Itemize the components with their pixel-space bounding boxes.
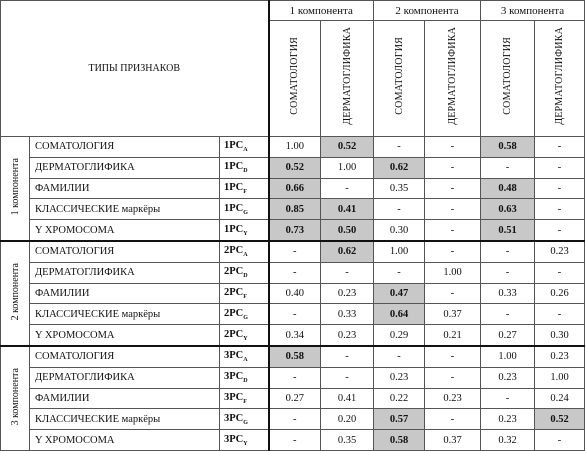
value-cell: 1.00 xyxy=(535,367,585,388)
value-cell: - xyxy=(425,283,481,304)
table-row xyxy=(1,367,585,388)
value-cell: - xyxy=(425,220,481,241)
row-name: ФАМИЛИИ xyxy=(30,388,220,409)
value-cell: 0.85 xyxy=(269,199,321,220)
value-cell: - xyxy=(425,178,481,199)
value-cell: - xyxy=(535,304,585,325)
row-code xyxy=(220,241,269,262)
value-cell: - xyxy=(535,262,585,283)
row-code-text: 2PC xyxy=(224,245,244,257)
table-row xyxy=(1,388,585,409)
types-header-label: ТИПЫ ПРИЗНАКОВ xyxy=(88,63,181,74)
value-cell: 0.52 xyxy=(269,157,321,178)
row-code-text: 2PC xyxy=(224,307,244,319)
value-cell: 0.35 xyxy=(374,178,425,199)
row-code-subscript: D xyxy=(243,168,248,175)
value-cell: 0.58 xyxy=(481,137,535,158)
value-cell: - xyxy=(425,409,481,430)
row-code-subscript: A xyxy=(243,147,248,154)
value-cell: 0.23 xyxy=(321,325,374,346)
component-3-header: 3 компонента xyxy=(481,1,585,21)
value-cell: 0.32 xyxy=(481,430,535,451)
value-cell: 0.52 xyxy=(321,137,374,158)
row-name: КЛАССИЧЕСКИЕ маркёры xyxy=(30,304,220,325)
row-code xyxy=(220,346,269,367)
value-cell: - xyxy=(481,157,535,178)
value-cell: 0.52 xyxy=(535,409,585,430)
row-name: ДЕРМАТОГЛИФИКА xyxy=(30,157,220,178)
value-cell: 0.26 xyxy=(535,283,585,304)
value-cell: - xyxy=(269,367,321,388)
value-cell: 0.33 xyxy=(481,283,535,304)
value-cell: - xyxy=(269,262,321,283)
value-cell: 0.22 xyxy=(374,388,425,409)
subcol-2-header: ДЕРМАТОГЛИФИКА xyxy=(321,21,374,137)
value-cell: 0.48 xyxy=(481,178,535,199)
row-code-text: 2PC xyxy=(224,328,244,340)
value-cell: 0.63 xyxy=(481,199,535,220)
value-cell: 0.51 xyxy=(481,220,535,241)
value-cell: 1.00 xyxy=(321,157,374,178)
value-cell: - xyxy=(374,262,425,283)
row-name: Y ХРОМОСОМА xyxy=(30,430,220,451)
row-code xyxy=(220,430,269,451)
types-header-cell xyxy=(1,1,269,137)
value-cell: - xyxy=(481,262,535,283)
row-code-text: 1PC xyxy=(224,202,244,214)
row-code-text: 1PC xyxy=(224,181,244,193)
row-code xyxy=(220,199,269,220)
value-cell: - xyxy=(425,241,481,262)
value-cell: 0.23 xyxy=(425,388,481,409)
value-cell: - xyxy=(425,367,481,388)
value-cell: 0.23 xyxy=(481,409,535,430)
value-cell: - xyxy=(535,220,585,241)
table-row xyxy=(1,157,585,178)
value-cell: 0.66 xyxy=(269,178,321,199)
value-cell: 0.34 xyxy=(269,325,321,346)
component-2-header: 2 компонента xyxy=(374,1,481,21)
row-code-text: 3PC xyxy=(224,412,244,424)
row-code xyxy=(220,388,269,409)
value-cell: - xyxy=(535,137,585,158)
value-cell: - xyxy=(425,346,481,367)
value-cell: - xyxy=(374,137,425,158)
value-cell: - xyxy=(425,157,481,178)
row-code-text: 2PC xyxy=(224,286,244,298)
group-label: 1 компонента xyxy=(9,158,21,216)
row-code-subscript: G xyxy=(243,314,248,321)
value-cell: - xyxy=(269,409,321,430)
component-1-header: 1 компонента xyxy=(269,1,374,21)
value-cell: - xyxy=(481,241,535,262)
value-cell: 0.24 xyxy=(535,388,585,409)
value-cell: 0.20 xyxy=(321,409,374,430)
row-code xyxy=(220,367,269,388)
row-code xyxy=(220,262,269,283)
value-cell: 0.27 xyxy=(481,325,535,346)
value-cell: 1.00 xyxy=(481,346,535,367)
value-cell: 0.62 xyxy=(374,157,425,178)
table-row xyxy=(1,199,585,220)
table-row xyxy=(1,409,585,430)
value-cell: 0.29 xyxy=(374,325,425,346)
table-body xyxy=(1,137,585,451)
value-cell: - xyxy=(374,199,425,220)
row-code xyxy=(220,157,269,178)
value-cell: 0.41 xyxy=(321,199,374,220)
value-cell: 0.37 xyxy=(425,430,481,451)
group-label-cell xyxy=(1,137,30,241)
value-cell: 0.50 xyxy=(321,220,374,241)
row-code-subscript: D xyxy=(243,378,248,385)
table-row xyxy=(1,283,585,304)
value-cell: 1.00 xyxy=(269,137,321,158)
row-name: СОМАТОЛОГИЯ xyxy=(30,137,220,158)
table-row xyxy=(1,137,585,158)
row-code-text: 2PC xyxy=(224,266,244,278)
row-name: СОМАТОЛОГИЯ xyxy=(30,241,220,262)
row-code xyxy=(220,325,269,346)
value-cell: 0.21 xyxy=(425,325,481,346)
row-code-text: 1PC xyxy=(224,161,244,173)
subcol-5-header: СОМАТОЛОГИЯ xyxy=(481,21,535,137)
row-code-subscript: F xyxy=(243,294,247,301)
value-cell: - xyxy=(321,346,374,367)
value-cell: - xyxy=(374,346,425,367)
value-cell: 0.57 xyxy=(374,409,425,430)
row-code xyxy=(220,220,269,241)
row-code-text: 3PC xyxy=(224,391,244,403)
row-name: ФАМИЛИИ xyxy=(30,283,220,304)
row-code-text: 1PC xyxy=(224,223,244,235)
row-name: КЛАССИЧЕСКИЕ маркёры xyxy=(30,409,220,430)
value-cell: - xyxy=(269,430,321,451)
value-cell: 0.23 xyxy=(374,367,425,388)
row-code xyxy=(220,304,269,325)
value-cell: 0.37 xyxy=(425,304,481,325)
group-label-cell xyxy=(1,346,30,450)
value-cell: 0.30 xyxy=(535,325,585,346)
table-row xyxy=(1,304,585,325)
value-cell: 0.58 xyxy=(374,430,425,451)
row-code-subscript: Y xyxy=(243,335,248,342)
value-cell: 0.23 xyxy=(321,283,374,304)
value-cell: - xyxy=(425,199,481,220)
row-name: Y ХРОМОСОМА xyxy=(30,325,220,346)
value-cell: 0.30 xyxy=(374,220,425,241)
value-cell: - xyxy=(321,367,374,388)
value-cell: 1.00 xyxy=(425,262,481,283)
value-cell: 0.35 xyxy=(321,430,374,451)
value-cell: - xyxy=(535,157,585,178)
value-cell: - xyxy=(535,199,585,220)
row-name: ДЕРМАТОГЛИФИКА xyxy=(30,262,220,283)
table-row xyxy=(1,325,585,346)
row-code xyxy=(220,283,269,304)
value-cell: - xyxy=(269,304,321,325)
value-cell: 0.64 xyxy=(374,304,425,325)
table-row xyxy=(1,241,585,262)
value-cell: 0.40 xyxy=(269,283,321,304)
value-cell: 1.00 xyxy=(374,241,425,262)
value-cell: 0.23 xyxy=(481,367,535,388)
table-row xyxy=(1,346,585,367)
subcol-4-header: ДЕРМАТОГЛИФИКА xyxy=(425,21,481,137)
value-cell: 0.33 xyxy=(321,304,374,325)
row-name: ДЕРМАТОГЛИФИКА xyxy=(30,367,220,388)
subcol-1-header: СОМАТОЛОГИЯ xyxy=(269,21,321,137)
value-cell: - xyxy=(269,241,321,262)
group-label: 2 компонента xyxy=(9,263,21,321)
value-cell: 0.23 xyxy=(535,346,585,367)
row-code-subscript: Y xyxy=(243,440,248,447)
row-code-text: 3PC xyxy=(224,350,244,362)
subcol-3-header: СОМАТОЛОГИЯ xyxy=(374,21,425,137)
value-cell: 0.47 xyxy=(374,283,425,304)
row-code-subscript: G xyxy=(243,419,248,426)
value-cell: - xyxy=(535,430,585,451)
row-code-subscript: Y xyxy=(243,230,248,237)
row-code-text: 3PC xyxy=(224,371,244,383)
value-cell: 0.27 xyxy=(269,388,321,409)
value-cell: - xyxy=(321,262,374,283)
row-code-subscript: D xyxy=(243,273,248,280)
row-code-text: 3PC xyxy=(224,433,244,445)
row-code-subscript: G xyxy=(243,209,248,216)
value-cell: - xyxy=(481,304,535,325)
value-cell: - xyxy=(425,137,481,158)
row-name: ФАМИЛИИ xyxy=(30,178,220,199)
group-label-cell xyxy=(1,241,30,346)
row-code xyxy=(220,137,269,158)
value-cell: - xyxy=(481,388,535,409)
table-row xyxy=(1,178,585,199)
row-code-subscript: F xyxy=(243,189,247,196)
value-cell: 0.41 xyxy=(321,388,374,409)
row-code-subscript: F xyxy=(243,399,247,405)
value-cell: 0.23 xyxy=(535,241,585,262)
row-code-subscript: A xyxy=(243,357,248,364)
group-label: 3 компонента xyxy=(9,368,21,426)
row-code-subscript: A xyxy=(243,252,248,259)
row-code xyxy=(220,178,269,199)
value-cell: - xyxy=(535,178,585,199)
value-cell: 0.58 xyxy=(269,346,321,367)
table-row xyxy=(1,430,585,451)
row-code xyxy=(220,409,269,430)
table-row xyxy=(1,262,585,283)
row-name: Y ХРОМОСОМА xyxy=(30,220,220,241)
value-cell: - xyxy=(321,178,374,199)
value-cell: 0.73 xyxy=(269,220,321,241)
row-code-text: 1PC xyxy=(224,140,244,152)
table-row xyxy=(1,220,585,241)
row-name: КЛАССИЧЕСКИЕ маркёры xyxy=(30,199,220,220)
subcol-6-header: ДЕРМАТОГЛИФИКА xyxy=(535,21,585,137)
row-name: СОМАТОЛОГИЯ xyxy=(30,346,220,367)
value-cell: 0.62 xyxy=(321,241,374,262)
